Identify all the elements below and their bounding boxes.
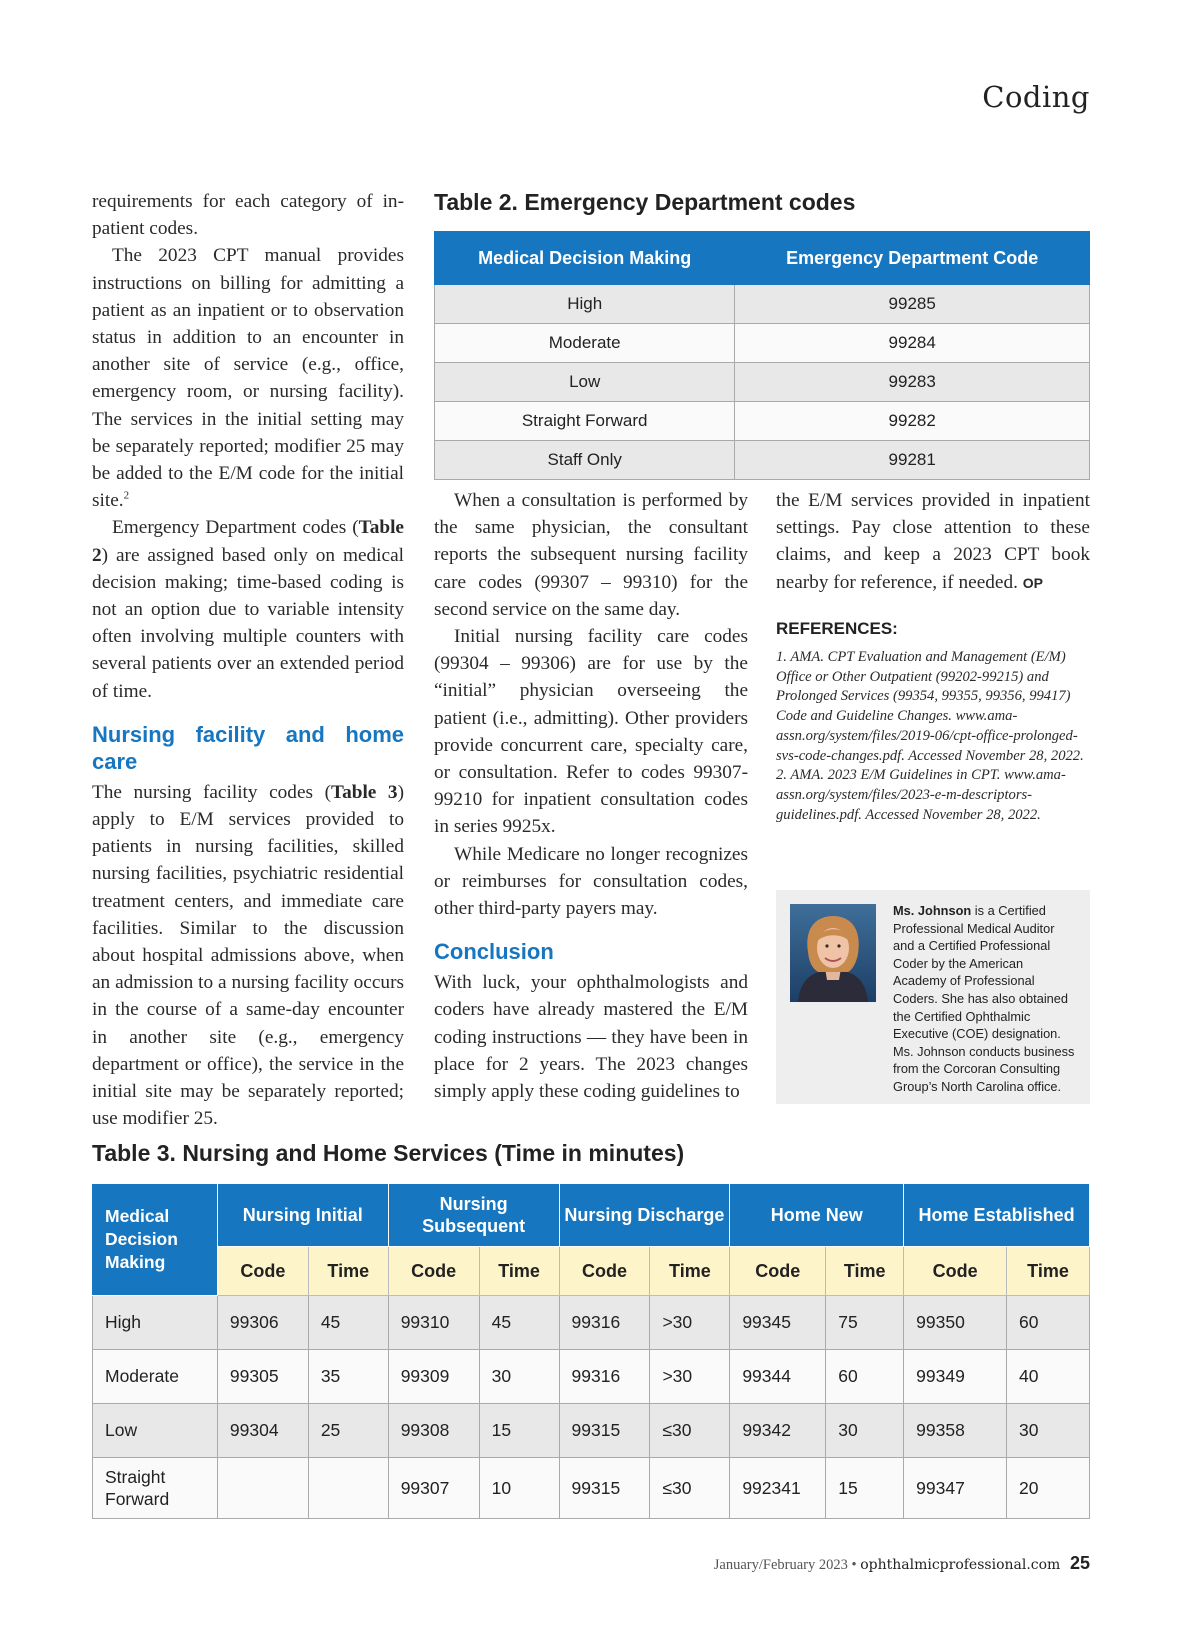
footer-separator: • bbox=[851, 1557, 857, 1573]
column-header: Medical Decision Making bbox=[435, 232, 735, 285]
table-row bbox=[435, 363, 1090, 402]
table-cell: 99308 bbox=[388, 1404, 479, 1458]
table-cell: 99315 bbox=[559, 1404, 650, 1458]
table-cell: 99284 bbox=[735, 324, 1090, 363]
table-cell: 99316 bbox=[559, 1350, 650, 1404]
section-title: Coding bbox=[982, 80, 1090, 114]
table-cell: 60 bbox=[826, 1350, 904, 1404]
table-cell: 20 bbox=[1007, 1458, 1090, 1519]
table-cell: 99281 bbox=[735, 441, 1090, 480]
table-cell: 60 bbox=[1007, 1296, 1090, 1350]
paragraph: When a consultation is performed by the same physician, the consultant reports the subsequent nursing facility care codes (99307 – 99310) for the second service on the same day. bbox=[434, 490, 748, 620]
reference-item: 2. AMA. 2023 E/M Guidelines in CPT. www.ama-assn.org/system/files/2023-e-m-descriptors-guidelines.pdf. Accessed November 28, 2022. bbox=[776, 767, 1066, 823]
table-cell: 99307 bbox=[388, 1458, 479, 1519]
paragraph: Initial nursing facility care codes (99304 – 99306) are for use by the “initial” physician overseeing the patient (i.e., admitting). Other providers provide concurrent care, specialty care, or consultation. Refer to codes 99307-99210 for inpatient consultation codes in series 9925x. bbox=[434, 626, 748, 838]
left-column bbox=[92, 188, 404, 1133]
sub-header: Code bbox=[388, 1247, 479, 1296]
table-cell: ≤30 bbox=[650, 1458, 730, 1519]
table3-title: Table 3. Nursing and Home Services (Time in minutes) bbox=[92, 1140, 685, 1166]
page-number: 25 bbox=[1069, 1553, 1090, 1573]
group-header: Home New bbox=[730, 1184, 904, 1247]
table-cell: 30 bbox=[479, 1350, 559, 1404]
table-cell: 25 bbox=[308, 1404, 388, 1458]
sub-header: Code bbox=[559, 1247, 650, 1296]
table-cell: 99344 bbox=[730, 1350, 826, 1404]
sub-header: Time bbox=[1007, 1247, 1090, 1296]
table-cell: 99309 bbox=[388, 1350, 479, 1404]
table-cell: 10 bbox=[479, 1458, 559, 1519]
sub-header: Time bbox=[308, 1247, 388, 1296]
table-cell: 45 bbox=[308, 1296, 388, 1350]
table2-title: Table 2. Emergency Department codes bbox=[434, 189, 856, 215]
sub-header: Time bbox=[826, 1247, 904, 1296]
table-cell: 15 bbox=[826, 1458, 904, 1519]
table-cell: 40 bbox=[1007, 1350, 1090, 1404]
table-cell: Moderate bbox=[435, 324, 735, 363]
row-label: Moderate bbox=[93, 1350, 218, 1404]
table-cell: 99304 bbox=[217, 1404, 308, 1458]
paragraph: Emergency Department codes (Table 2) are assigned based only on medical decision making; time-based coding is not an option due to variable intensity often involving multiple counters with several patients over an extended period of time. bbox=[92, 517, 404, 702]
table-cell: 99315 bbox=[559, 1458, 650, 1519]
table-row bbox=[435, 402, 1090, 441]
column-header: Medical Decision Making bbox=[93, 1184, 218, 1296]
table-cell: 45 bbox=[479, 1296, 559, 1350]
author-photo bbox=[790, 904, 876, 1002]
bio-text: Ms. Johnson is a Certified Professional Medical Auditor and a Certified Professional Coder by the American Academy of Professional Coders. She has also obtained the Certified Ophthalmic Executive (COE) designation. Ms. Johnson conducts business from the Corcoran Consulting Group’s North Carolina office. bbox=[893, 903, 1075, 1094]
reference-item: 1. AMA. CPT Evaluation and Management (E/M) Office or Other Outpatient (99202-99215) and Prolonged Services (99354, 99355, 99356, 99417) Code and Guideline Changes. www.ama-assn.org/system/files/2019-06/cpt-office-prolonged-svs-code-changes.pdf. Accessed November 28, 2022. bbox=[776, 649, 1084, 764]
row-label: Straight Forward bbox=[93, 1458, 218, 1519]
end-mark: OP bbox=[1022, 574, 1043, 591]
paragraph: requirements for each category of in-patient codes. bbox=[92, 191, 404, 240]
table-row bbox=[435, 285, 1090, 324]
table-reference: Table 3 bbox=[331, 781, 398, 803]
table-row bbox=[93, 1458, 1090, 1519]
table-cell: 99316 bbox=[559, 1296, 650, 1350]
page-footer bbox=[714, 1553, 1090, 1574]
table-cell: 99306 bbox=[217, 1296, 308, 1350]
group-header: Nursing Initial bbox=[217, 1184, 388, 1247]
table-cell: 99345 bbox=[730, 1296, 826, 1350]
paragraph: While Medicare no longer recognizes or reimburses for consultation codes, other third-party payers may. bbox=[434, 843, 748, 920]
sub-header: Time bbox=[479, 1247, 559, 1296]
table-cell: 99350 bbox=[904, 1296, 1007, 1350]
table-cell: 99358 bbox=[904, 1404, 1007, 1458]
table-cell bbox=[217, 1458, 308, 1519]
table-row bbox=[93, 1296, 1090, 1350]
section-heading: Conclusion bbox=[434, 939, 554, 965]
issue-date: January/February 2023 bbox=[713, 1557, 848, 1573]
row-label: Low bbox=[93, 1404, 218, 1458]
table-cell: 99310 bbox=[388, 1296, 479, 1350]
table-cell: 99349 bbox=[904, 1350, 1007, 1404]
sub-header: Code bbox=[217, 1247, 308, 1296]
paragraph: The nursing facility codes (Table 3) apply to E/M services provided to patients in nursing facilities, skilled nursing facilities, psychiatric residential treatment centers, and immediate care facilities. Similar to the discussion about hospital admissions above, when an admission to a nursing facility occurs in the course of a same-day encounter in another site (e.g., emergency department or office), the service in the initial site may be separately reported; use modifier 25. bbox=[92, 781, 404, 1130]
paragraph: With luck, your ophthalmologists and coders have already mastered the E/M coding instructions — they have been in place for 2 years. The 2023 changes simply apply these coding guidelines to bbox=[434, 972, 748, 1103]
table-cell: 99282 bbox=[735, 402, 1090, 441]
table-cell: Low bbox=[435, 363, 735, 402]
table-cell: High bbox=[435, 285, 735, 324]
nursing-home-services-table bbox=[92, 1183, 1090, 1519]
table-cell: 30 bbox=[826, 1404, 904, 1458]
table-cell: Staff Only bbox=[435, 441, 735, 480]
table-cell: 99347 bbox=[904, 1458, 1007, 1519]
table-row bbox=[93, 1404, 1090, 1458]
group-header: Home Established bbox=[904, 1184, 1090, 1247]
table-cell: 35 bbox=[308, 1350, 388, 1404]
row-label: High bbox=[93, 1296, 218, 1350]
sub-header: Time bbox=[650, 1247, 730, 1296]
table-row bbox=[435, 441, 1090, 480]
table-cell: >30 bbox=[650, 1350, 730, 1404]
table-cell: Straight Forward bbox=[435, 402, 735, 441]
section-heading: Nursing facility and home care bbox=[92, 721, 404, 774]
table-cell: 99283 bbox=[735, 363, 1090, 402]
group-header: Nursing Subsequent bbox=[388, 1184, 559, 1247]
website-link[interactable]: ophthalmicprofessional.com bbox=[860, 1557, 1061, 1573]
table-cell: >30 bbox=[650, 1296, 730, 1350]
right-column bbox=[776, 487, 1090, 825]
table-cell: 15 bbox=[479, 1404, 559, 1458]
table-cell: 30 bbox=[1007, 1404, 1090, 1458]
bio-name: Ms. Johnson bbox=[893, 903, 972, 918]
group-header: Nursing Discharge bbox=[559, 1184, 730, 1247]
table-row bbox=[93, 1350, 1090, 1404]
table-cell: 99342 bbox=[730, 1404, 826, 1458]
table-cell: ≤30 bbox=[650, 1404, 730, 1458]
middle-column bbox=[434, 487, 748, 1105]
table-row bbox=[435, 324, 1090, 363]
emergency-department-table bbox=[434, 231, 1090, 480]
author-bio bbox=[776, 890, 1090, 1104]
table-cell: 75 bbox=[826, 1296, 904, 1350]
table-reference: Table 2 bbox=[92, 517, 404, 566]
table-cell bbox=[308, 1458, 388, 1519]
sub-header: Code bbox=[730, 1247, 826, 1296]
column-header: Emergency Department Code bbox=[735, 232, 1090, 285]
paragraph: the E/M services provided in inpatient settings. Pay close attention to these claims, and keep a 2023 CPT book nearby for reference, if needed. OP bbox=[776, 490, 1090, 593]
table-cell: 99305 bbox=[217, 1350, 308, 1404]
table-cell: 99285 bbox=[735, 285, 1090, 324]
references-heading: REFERENCES: bbox=[776, 618, 898, 638]
sub-header: Code bbox=[904, 1247, 1007, 1296]
paragraph: The 2023 CPT manual provides instructions on billing for admitting a patient as an inpatient or to observation status in addition to an encounter in another site of service (e.g., office, emergency room, or nursing facility). The services in the initial setting may be separately reported; modifier 25 may be added to the E/M code for the initial site.$^2$ bbox=[92, 245, 404, 512]
table-cell: 992341 bbox=[730, 1458, 826, 1519]
